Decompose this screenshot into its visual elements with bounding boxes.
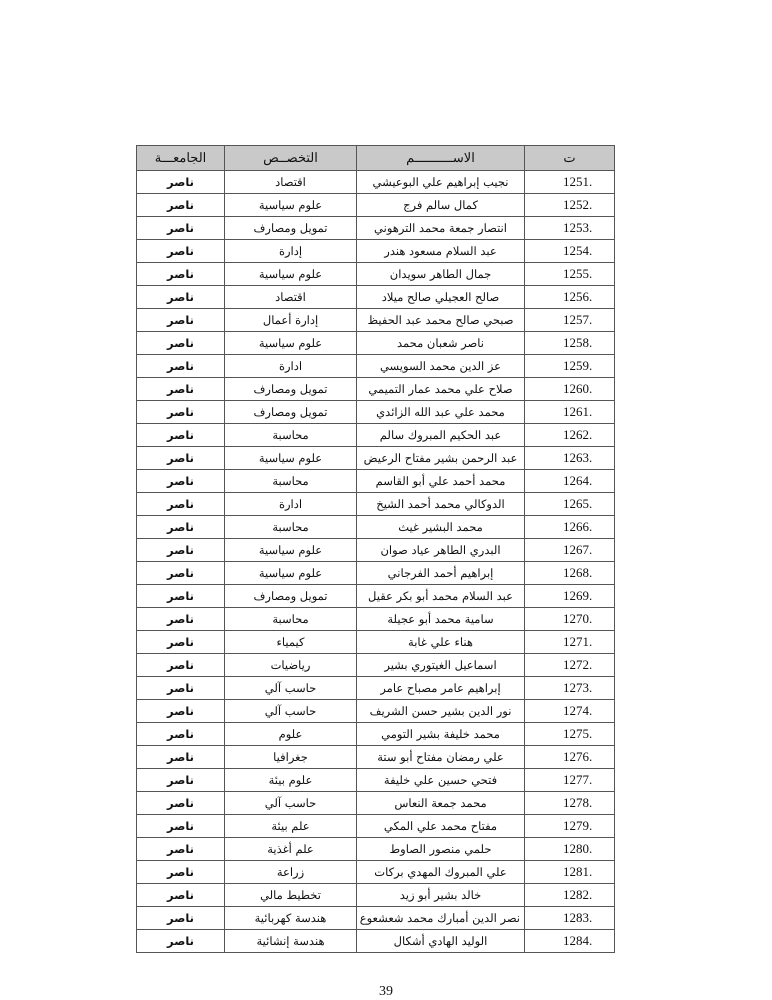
row-specialization: اقتصاد	[225, 171, 357, 194]
row-specialization: رياضيات	[225, 654, 357, 677]
row-name: الوليد الهادي أشكال	[357, 930, 525, 953]
row-number: 1275.	[525, 723, 615, 746]
table-row	[137, 309, 615, 332]
row-name: صالح العجيلي صالح ميلاد	[357, 286, 525, 309]
row-number: 1259.	[525, 355, 615, 378]
row-number: 1283.	[525, 907, 615, 930]
row-university: ناصر	[137, 217, 225, 240]
row-number: 1276.	[525, 746, 615, 769]
table-row	[137, 792, 615, 815]
row-name: كمال سالم فرج	[357, 194, 525, 217]
row-specialization: علوم	[225, 723, 357, 746]
row-number: 1280.	[525, 838, 615, 861]
row-university: ناصر	[137, 539, 225, 562]
table-row	[137, 332, 615, 355]
row-university: ناصر	[137, 493, 225, 516]
row-university: ناصر	[137, 884, 225, 907]
row-name: نجيب إبراهيم علي البوعيشي	[357, 171, 525, 194]
row-university: ناصر	[137, 930, 225, 953]
row-number: 1251.	[525, 171, 615, 194]
members-table-container	[136, 145, 614, 953]
row-name: خالد بشير أبو زيد	[357, 884, 525, 907]
row-name: عبد السلام مسعود هندر	[357, 240, 525, 263]
row-name: محمد خليفة بشير التومي	[357, 723, 525, 746]
row-university: ناصر	[137, 700, 225, 723]
header-number: ت	[525, 146, 615, 171]
row-specialization: حاسب آلي	[225, 700, 357, 723]
row-university: ناصر	[137, 332, 225, 355]
row-name: محمد البشير غيث	[357, 516, 525, 539]
table-header-row	[137, 146, 615, 171]
table-row	[137, 907, 615, 930]
row-university: ناصر	[137, 447, 225, 470]
row-number: 1270.	[525, 608, 615, 631]
table-row	[137, 263, 615, 286]
row-specialization: كيمياء	[225, 631, 357, 654]
table-row	[137, 286, 615, 309]
row-number: 1264.	[525, 470, 615, 493]
row-name: سامية محمد أبو عجيلة	[357, 608, 525, 631]
row-university: ناصر	[137, 654, 225, 677]
row-number: 1260.	[525, 378, 615, 401]
table-row	[137, 355, 615, 378]
header-name: الاســــــــــم	[357, 146, 525, 171]
table-row	[137, 608, 615, 631]
row-university: ناصر	[137, 309, 225, 332]
row-name: انتصار جمعة محمد الترهوني	[357, 217, 525, 240]
table-row	[137, 815, 615, 838]
row-number: 1271.	[525, 631, 615, 654]
row-specialization: زراعة	[225, 861, 357, 884]
row-university: ناصر	[137, 861, 225, 884]
row-number: 1278.	[525, 792, 615, 815]
row-number: 1267.	[525, 539, 615, 562]
row-name: البدري الطاهر عياد صوان	[357, 539, 525, 562]
row-number: 1273.	[525, 677, 615, 700]
row-name: ناصر شعبان محمد	[357, 332, 525, 355]
row-university: ناصر	[137, 769, 225, 792]
row-number: 1269.	[525, 585, 615, 608]
row-name: علي المبروك المهدي بركات	[357, 861, 525, 884]
row-number: 1253.	[525, 217, 615, 240]
row-number: 1268.	[525, 562, 615, 585]
table-row	[137, 723, 615, 746]
row-university: ناصر	[137, 470, 225, 493]
row-number: 1277.	[525, 769, 615, 792]
table-row	[137, 470, 615, 493]
row-number: 1254.	[525, 240, 615, 263]
table-body	[137, 171, 615, 953]
row-name: مفتاح محمد علي المكي	[357, 815, 525, 838]
row-name: إبراهيم أحمد الفرجاني	[357, 562, 525, 585]
header-university: الجامعـــة	[137, 146, 225, 171]
row-university: ناصر	[137, 677, 225, 700]
row-specialization: جغرافيا	[225, 746, 357, 769]
row-specialization: إدارة	[225, 240, 357, 263]
row-specialization: علوم سياسية	[225, 263, 357, 286]
row-number: 1262.	[525, 424, 615, 447]
row-name: إبراهيم عامر مصباح عامر	[357, 677, 525, 700]
row-specialization: ادارة	[225, 493, 357, 516]
row-specialization: محاسبة	[225, 608, 357, 631]
table-row	[137, 424, 615, 447]
row-specialization: علوم سياسية	[225, 562, 357, 585]
row-name: نور الدين بشير حسن الشريف	[357, 700, 525, 723]
table-row	[137, 930, 615, 953]
row-university: ناصر	[137, 838, 225, 861]
row-number: 1252.	[525, 194, 615, 217]
row-specialization: حاسب آلي	[225, 677, 357, 700]
row-university: ناصر	[137, 378, 225, 401]
table-row	[137, 585, 615, 608]
row-name: عز الدين محمد السويسي	[357, 355, 525, 378]
table-row	[137, 654, 615, 677]
row-number: 1258.	[525, 332, 615, 355]
row-specialization: اقتصاد	[225, 286, 357, 309]
row-university: ناصر	[137, 585, 225, 608]
row-name: عبد الحكيم المبروك سالم	[357, 424, 525, 447]
row-name: محمد علي عبد الله الزائدي	[357, 401, 525, 424]
row-university: ناصر	[137, 194, 225, 217]
row-university: ناصر	[137, 746, 225, 769]
row-specialization: ادارة	[225, 355, 357, 378]
row-university: ناصر	[137, 815, 225, 838]
row-number: 1256.	[525, 286, 615, 309]
row-number: 1279.	[525, 815, 615, 838]
row-specialization: محاسبة	[225, 516, 357, 539]
row-number: 1284.	[525, 930, 615, 953]
table-row	[137, 677, 615, 700]
members-table	[136, 145, 615, 953]
row-name: عبد السلام محمد أبو بكر عقيل	[357, 585, 525, 608]
row-specialization: تمويل ومصارف	[225, 378, 357, 401]
table-row	[137, 838, 615, 861]
row-name: اسماعيل الغيتوري بشير	[357, 654, 525, 677]
row-university: ناصر	[137, 401, 225, 424]
row-specialization: علوم سياسية	[225, 539, 357, 562]
row-number: 1282.	[525, 884, 615, 907]
row-name: محمد جمعة النعاس	[357, 792, 525, 815]
table-row	[137, 700, 615, 723]
table-row	[137, 171, 615, 194]
row-university: ناصر	[137, 240, 225, 263]
row-specialization: حاسب آلي	[225, 792, 357, 815]
row-university: ناصر	[137, 516, 225, 539]
row-name: محمد أحمد علي أبو القاسم	[357, 470, 525, 493]
row-university: ناصر	[137, 562, 225, 585]
table-row	[137, 746, 615, 769]
row-number: 1257.	[525, 309, 615, 332]
row-specialization: تمويل ومصارف	[225, 585, 357, 608]
row-university: ناصر	[137, 263, 225, 286]
row-name: علي رمضان مفتاح أبو ستة	[357, 746, 525, 769]
row-university: ناصر	[137, 424, 225, 447]
row-specialization: علم أغذية	[225, 838, 357, 861]
row-name: الدوكالي محمد أحمد الشيخ	[357, 493, 525, 516]
table-row	[137, 769, 615, 792]
row-specialization: هندسة إنشائية	[225, 930, 357, 953]
row-university: ناصر	[137, 286, 225, 309]
row-name: عبد الرحمن بشير مفتاح الرعيض	[357, 447, 525, 470]
row-number: 1255.	[525, 263, 615, 286]
row-number: 1272.	[525, 654, 615, 677]
row-specialization: علوم سياسية	[225, 332, 357, 355]
row-number: 1265.	[525, 493, 615, 516]
row-specialization: علوم سياسية	[225, 194, 357, 217]
page-number: 39	[379, 984, 393, 999]
row-number: 1266.	[525, 516, 615, 539]
table-row	[137, 493, 615, 516]
row-specialization: تخطيط مالي	[225, 884, 357, 907]
row-number: 1263.	[525, 447, 615, 470]
row-university: ناصر	[137, 355, 225, 378]
row-university: ناصر	[137, 723, 225, 746]
row-university: ناصر	[137, 907, 225, 930]
row-specialization: تمويل ومصارف	[225, 217, 357, 240]
row-name: صلاح علي محمد عمار التميمي	[357, 378, 525, 401]
table-row	[137, 378, 615, 401]
table-row	[137, 861, 615, 884]
table-row	[137, 516, 615, 539]
table-row	[137, 562, 615, 585]
table-row	[137, 194, 615, 217]
row-specialization: علوم بيئة	[225, 769, 357, 792]
row-name: صبحي صالح محمد عبد الحفيظ	[357, 309, 525, 332]
row-number: 1274.	[525, 700, 615, 723]
row-university: ناصر	[137, 608, 225, 631]
row-name: جمال الطاهر سويدان	[357, 263, 525, 286]
row-specialization: تمويل ومصارف	[225, 401, 357, 424]
table-row	[137, 539, 615, 562]
row-name: هناء علي غابة	[357, 631, 525, 654]
header-specialization: التخصــص	[225, 146, 357, 171]
row-specialization: علم بيئة	[225, 815, 357, 838]
table-row	[137, 217, 615, 240]
row-number: 1261.	[525, 401, 615, 424]
row-university: ناصر	[137, 171, 225, 194]
table-row	[137, 631, 615, 654]
row-name: فتحي حسين علي خليفة	[357, 769, 525, 792]
row-name: حلمي منصور الصاوط	[357, 838, 525, 861]
table-row	[137, 884, 615, 907]
row-specialization: إدارة أعمال	[225, 309, 357, 332]
row-specialization: محاسبة	[225, 470, 357, 493]
table-row	[137, 401, 615, 424]
row-specialization: هندسة كهربائية	[225, 907, 357, 930]
row-specialization: محاسبة	[225, 424, 357, 447]
row-university: ناصر	[137, 792, 225, 815]
table-row	[137, 447, 615, 470]
row-university: ناصر	[137, 631, 225, 654]
row-specialization: علوم سياسية	[225, 447, 357, 470]
row-number: 1281.	[525, 861, 615, 884]
table-row	[137, 240, 615, 263]
row-name: نصر الدين أمبارك محمد شعشعوع	[357, 907, 525, 930]
